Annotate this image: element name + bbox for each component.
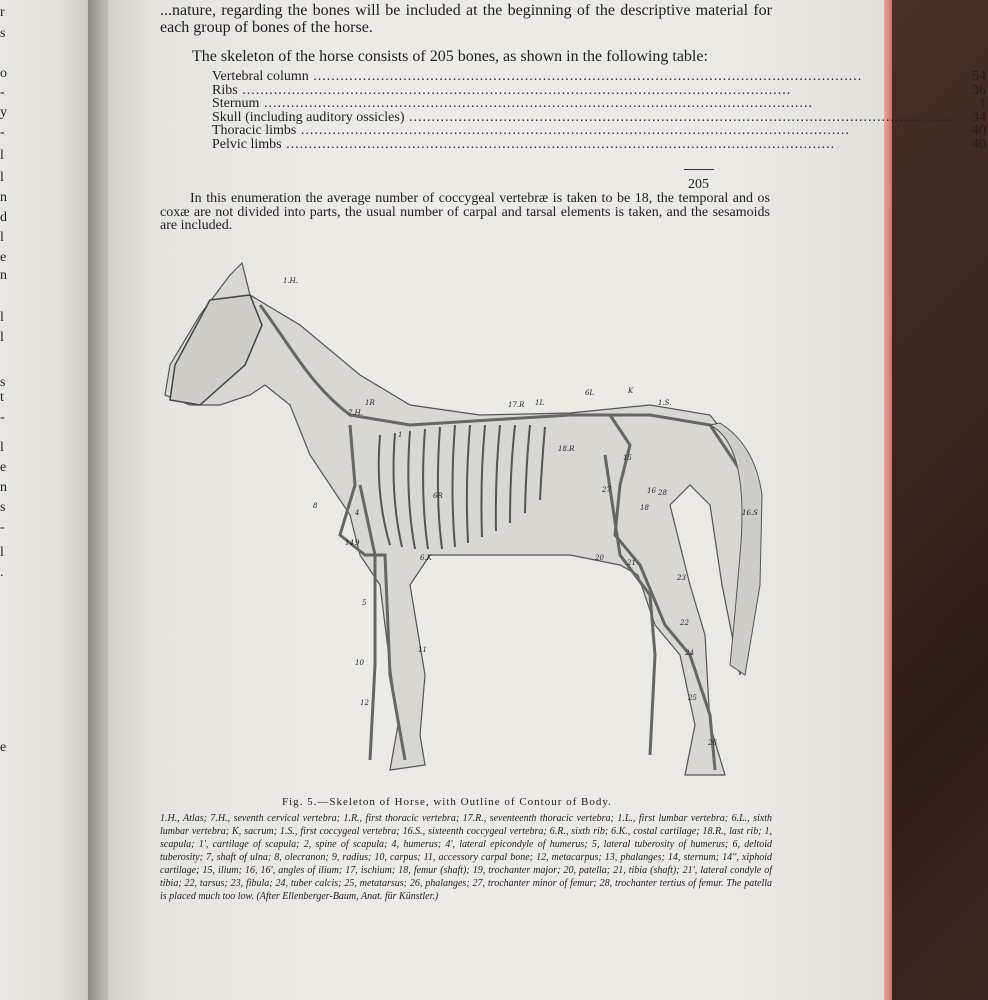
table-row-value: 40 [971, 136, 986, 152]
figure-label: 16 [647, 487, 656, 495]
left-page-letter: l [0, 170, 4, 185]
table-row [212, 111, 986, 125]
figure-label: 4 [355, 509, 360, 517]
figure-label: 27 [602, 486, 611, 494]
figure-label: K [628, 387, 634, 395]
figure-label: 20 [595, 554, 604, 562]
table-row [212, 70, 986, 84]
figure-label: 17.R [508, 401, 525, 409]
figure-label: 28 [658, 489, 667, 497]
figure-label: 25 [688, 694, 697, 702]
horse-skeleton-figure [150, 255, 770, 785]
bone-count-table [212, 70, 986, 151]
table-row [212, 124, 986, 138]
figure-label: 1R [365, 399, 375, 407]
left-page-letter: e [0, 740, 7, 755]
table-row-value: 54 [971, 69, 986, 84]
table-row-value: 34 [971, 109, 986, 125]
figure-label: 1.S. [658, 399, 672, 407]
table-row-label: Sternum ..... [212, 97, 958, 111]
table-row [212, 97, 986, 111]
left-page-letter: y [0, 105, 7, 120]
total-value: 205 [688, 177, 709, 192]
figure-label: 26 [708, 739, 717, 747]
figure-label: 12 [360, 699, 369, 707]
table-row-label: Vertebral column ..... [212, 70, 958, 84]
left-page-letter: l [0, 330, 4, 345]
left-page-letter: n [0, 190, 7, 205]
total-rule [684, 169, 714, 170]
figure-label: 5 [362, 599, 367, 607]
figure-label: 7.H. [348, 409, 364, 417]
figure-label: 24 [685, 649, 694, 657]
left-page-letter: s [0, 26, 6, 41]
figure-legend: 1.H., Atlas; 7.H., seventh cervical vertebra; 1.R., first thoracic vertebra; 17.R., seventeenth thoracic vertebra; 1.L., first lumbar vertebra; 6.L., sixth lumbar vertebra; K, sacrum; 1.S., first coccygeal vertebra; 16.S., sixteenth coccygeal vertebra; 6.R., sixth rib; 6.K., costal cartilage; 18.R., last rib; 1, scapula; 1', cartilage of scapula; 2, spine of scapula; 4, humerus; 4', lateral epicondyle of humerus; 5, lateral tuberosity of humerus; 6, deltoid tuberosity; 7, shaft of ulna; 8, olecranon; 9, radius; 10, carpus; 11, accessory carpal bone; 12, metacarpus; 13, phalanges; 14, sternum; 14'', xiphoid cartilage; 15, ilium; 16, 16', angles of ilium; 17, ischium; 18, femur (shaft); 19, trochanter major; 20, patella; 21, tibia (shaft); 21', lateral condyle of tibia; 22, tarsus; 23, fibula; 24, tuber calcis; 25, metatarsus; 26, phalanges; 27, trochanter minor of femur; 28, trochanter tertius of femur. The patella is placed much too low. (After Ellenberger-Baum, Anat. für Künstler.) [160, 813, 772, 902]
table-row [212, 138, 986, 152]
figure-label: 10 [355, 659, 364, 667]
left-page-letter: r [0, 5, 5, 20]
table-row [212, 84, 986, 98]
left-page-letter: e [0, 460, 7, 475]
left-page-letter: l [0, 148, 4, 163]
figure-label: 21 [627, 559, 636, 567]
table-row-label: Ribs ..... [212, 84, 958, 98]
figure-label: 1 [398, 431, 403, 439]
figure-title: Fig. 5.—Skeleton of Horse, with Outline of Contour of Body. [282, 796, 612, 808]
left-page-letter: n [0, 268, 7, 283]
figure-label: 6L [585, 389, 595, 397]
figure-label: 22 [680, 619, 689, 627]
figure-label: 6.K [420, 554, 432, 562]
table-row-value: 1 [978, 96, 986, 111]
enumeration-paragraph: In this enumeration the average number of coccygeal vertebræ is taken to be 18, the temporal and os coxæ are not divided into parts, the usual number of carpal and tarsal elements is taken, and the sesamoids are included. [160, 191, 770, 233]
figure-label: 8 [313, 502, 318, 510]
left-page-letter: l [0, 440, 4, 455]
left-page-letter: t [0, 390, 4, 405]
left-page-letter: s [0, 500, 6, 515]
figure-label: 11 [418, 646, 427, 654]
table-row-label: Pelvic limbs ..... [212, 138, 958, 152]
left-page-letter: s [0, 375, 6, 390]
left-page-letter: o [0, 66, 7, 81]
figure-label: 1L [535, 399, 545, 407]
figure-label: 1.H. [283, 277, 299, 285]
left-page-letter: l [0, 310, 4, 325]
left-page-letter: . [0, 565, 4, 580]
figure-label: 18.R [558, 445, 575, 453]
left-page-letter: l [0, 230, 4, 245]
intro-line: ...nature, regarding the bones will be included at the beginning of the descriptive material for each group of bones of the horse. [160, 2, 772, 36]
left-page [0, 0, 100, 1000]
left-page-letter: - [0, 85, 5, 100]
figure-label: 6R [433, 492, 443, 500]
table-row-value: 40 [971, 123, 986, 138]
left-page-letter: e [0, 250, 7, 265]
table-row-value: 36 [971, 82, 986, 98]
figure-label: 14 [345, 539, 354, 547]
figure-label: 16.S [742, 509, 758, 517]
left-page-letter: - [0, 520, 5, 535]
intro-sentence: The skeleton of the horse consists of 205 bones, as shown in the following table: [192, 48, 708, 65]
figure-label: 15 [623, 454, 632, 462]
left-page-letter: - [0, 410, 5, 425]
table-row-label: Thoracic limbs ..... [212, 124, 958, 138]
figure-label: 9 [355, 539, 360, 547]
table-row-label: Skull (including auditory ossicles) ..... [212, 111, 958, 125]
figure-label: 23 [677, 574, 686, 582]
figure-label: 18 [640, 504, 649, 512]
left-page-letter: l [0, 545, 4, 560]
left-page-letter: - [0, 125, 5, 140]
left-page-letter: n [0, 480, 7, 495]
left-page-letter: d [0, 210, 7, 225]
